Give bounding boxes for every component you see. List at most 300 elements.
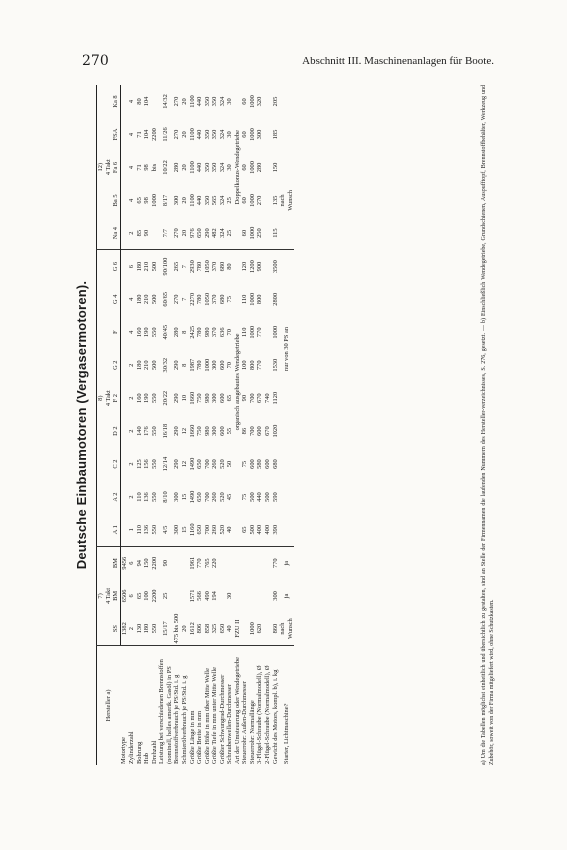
table-cell: 190 (143, 327, 151, 338)
table-cell: 130 (135, 623, 143, 634)
table-row (234, 85, 242, 765)
model-header: G 2 (112, 349, 120, 382)
table-cell: 650 (196, 228, 204, 238)
table-cell (256, 579, 264, 612)
table-cell: 500 (248, 524, 256, 535)
table-cell: 765 (204, 546, 212, 579)
table-cell: 270 (256, 195, 264, 206)
table-cell: 1000 (248, 161, 256, 174)
table-cell: 290 (173, 426, 181, 436)
table-cell (120, 349, 128, 382)
table-cell: 1100 (188, 95, 196, 108)
table-cell: 10 (181, 394, 189, 402)
table-cell (120, 151, 128, 184)
table-cell (279, 151, 294, 184)
table-cell: 550 (150, 459, 158, 469)
table-cell: 8 (181, 363, 189, 367)
table-cell (249, 579, 257, 612)
table-cell: 70 (226, 362, 234, 369)
table-cell: 3500 (272, 250, 280, 283)
footnote: a) Um die Tabellen möglichst einheitlich und übersichtlich zu gestalten, sind an Stelle der Firmennamen die laufenden Nummern des Hersteller-verzeichnisses, S. 276, gesetzt. — b) Einschließlich Wendegetriebe, Grundschienen, Auspufftopf, Brennstoffbehälter, Werkzeug und Zubehör, soweit von der Firma mitgeliefert wird, ohne Schutzkasten. (481, 85, 495, 765)
table-cell: 4 (128, 99, 136, 104)
table-cell: 780 (196, 294, 204, 305)
model-header: A 1 (112, 514, 120, 547)
table-cell: 1000 (203, 358, 211, 372)
table-cell: 980 (203, 393, 211, 403)
group-12-takt: 4 Takt (104, 159, 112, 176)
table-cell (264, 316, 272, 349)
table-cell: 2 (128, 429, 136, 433)
table-cell: 2 (128, 363, 136, 367)
table-cell (234, 546, 242, 579)
table-cell: 860 (271, 623, 279, 634)
table-cell: 8 (181, 330, 189, 334)
table-cell: 45 (226, 493, 234, 501)
table-cell (264, 612, 272, 645)
table-cell: 700 (203, 459, 211, 469)
table-cell: 350 (203, 162, 211, 173)
table-cell: 160 (135, 393, 143, 403)
table-cell (120, 217, 128, 250)
table-cell: 30 (226, 131, 234, 138)
table-cell: 1490 (188, 457, 196, 471)
table-cell (151, 217, 159, 250)
table-cell: 1100 (188, 128, 196, 141)
table-cell (264, 118, 272, 151)
page-header (74, 53, 494, 69)
table-cell: 1490 (188, 490, 196, 504)
table-cell: 104 (143, 96, 151, 107)
model-header: F 2 (112, 382, 120, 415)
table-cell: 475 bis 500 (173, 613, 181, 644)
table-cell: 440 (196, 195, 204, 206)
table-cell: 280 (173, 327, 181, 338)
table-cell: 90 (241, 394, 249, 402)
table-cell: 520 (218, 459, 226, 469)
table-cell: 6 (128, 250, 136, 283)
row-label: Schraubenwellen-Durchmesser (226, 645, 234, 765)
table-cell: 490 (203, 591, 211, 601)
table-cell: 12/14 (162, 456, 170, 472)
table-cell (264, 283, 272, 316)
table-cell: 740 (264, 393, 272, 403)
table-row (181, 85, 189, 765)
table-cell: 60 (241, 164, 249, 171)
table-cell: 770 (256, 360, 264, 371)
row-label: Größte Tiefe in mm unter Mitte Welle (211, 645, 219, 765)
table-row (264, 85, 272, 765)
table-cell: 176 (143, 426, 151, 436)
table-cell: bis (150, 163, 158, 172)
table-cell (279, 118, 294, 151)
table-cell: 980 (203, 426, 211, 436)
table-cell: 210 (143, 294, 151, 305)
table-cell: 400 (256, 524, 264, 535)
table-cell: 700 (248, 426, 256, 436)
table-cell: 160 (135, 327, 143, 338)
table-row (241, 85, 249, 765)
table-cell: 565 (211, 195, 219, 206)
model-header: BM (112, 579, 120, 612)
table-cell: 320 (256, 96, 264, 107)
table-cell: 270 (173, 129, 181, 140)
group-8-num: 8) (97, 250, 105, 547)
table-cell: 75 (241, 493, 249, 501)
group-12-num: 12) (97, 85, 105, 250)
table-cell (151, 85, 159, 118)
table-cell: 440 (196, 96, 204, 107)
table-row (173, 85, 181, 765)
table-row (279, 85, 294, 765)
table-cell: 550 (150, 623, 158, 634)
table-cell: 90 (143, 229, 151, 237)
table-cell: 210 (143, 360, 151, 371)
table-cell: 390 (271, 524, 279, 535)
table-cell: 115 (271, 228, 279, 238)
table-cell: 806 (196, 623, 204, 634)
model-header: G 6 (112, 250, 120, 283)
table-cell: 550 (150, 426, 158, 436)
table-cell: 600 (218, 360, 226, 371)
table-cell: 4 (128, 330, 136, 334)
table-cell: 650 (196, 492, 204, 502)
table-cell: 4 (128, 198, 136, 203)
table-cell: 2 (128, 627, 136, 631)
table-cell: 440 (256, 492, 264, 502)
table-cell: 370 (211, 294, 219, 305)
table-cell: 270 (173, 294, 181, 305)
table-cell (264, 85, 272, 118)
table-cell: 4/5 (162, 525, 170, 534)
table-cell: 1571 (188, 589, 196, 603)
table-cell (120, 184, 128, 217)
table-cell: 650 (196, 524, 204, 535)
table-cell: 250 (256, 228, 264, 238)
table-title: Deutsche Einbaumotoren (Vergasermotoren). (74, 280, 89, 570)
table-cell: 1020 (271, 424, 279, 438)
model-header: D 2 (112, 415, 120, 448)
table-cell: 110 (241, 327, 249, 337)
table-row (204, 85, 212, 765)
table-cell: 550 (150, 393, 158, 403)
table-cell: 110 (135, 525, 143, 535)
table-cell: 20 (181, 131, 189, 138)
model-header: BM (112, 546, 120, 579)
table-cell: 350 (203, 129, 211, 140)
table-cell: 110 (241, 294, 249, 304)
table-cell: 858 (203, 623, 211, 634)
engine-table (96, 85, 294, 765)
table-cell: 94 (136, 546, 144, 579)
model-header: Ka 8 (112, 85, 120, 118)
table-cell: 11/26 (162, 127, 170, 142)
table-cell: 71 (135, 164, 143, 171)
row-label: Schmierölverbrauch je PS/Std. i. g (181, 645, 189, 765)
table-cell: 71 (135, 131, 143, 138)
table-cell: 2 (128, 231, 136, 235)
table-cell: 300 (173, 524, 181, 535)
group-7-num: 7) (97, 546, 105, 645)
table-cell: 180 (135, 360, 143, 371)
table-cell (279, 514, 294, 547)
model-header: A 2 (112, 481, 120, 514)
table-cell (120, 382, 128, 415)
table-row (189, 85, 197, 765)
table-cell: 300 (211, 393, 219, 403)
table-cell (256, 546, 264, 579)
table-cell: 60 (241, 197, 249, 204)
row-label: Gewicht des Motors, kompl. b), i. kg (272, 645, 280, 765)
table-cell: 324 (218, 228, 226, 238)
table-cell: 290 (173, 459, 181, 469)
table-cell: 300 (173, 195, 181, 206)
table-cell: 185 (271, 129, 279, 140)
table-cell: 100 (143, 591, 151, 601)
table-cell: 500 (150, 294, 158, 305)
table-cell (120, 118, 128, 151)
table-row (211, 85, 219, 765)
table-cell (279, 448, 294, 481)
table-cell: 1000 (248, 95, 256, 108)
table-cell: 600 (248, 459, 256, 469)
table-cell: 7 (181, 250, 189, 283)
table-cell: 100 (241, 360, 249, 371)
table-cell (241, 612, 249, 645)
table-cell: 20 (181, 229, 189, 237)
table-cell: 65 (135, 592, 143, 600)
table-cell: 1382 (120, 622, 128, 636)
table-cell: 300 (271, 591, 279, 601)
model-header: Na 4 (112, 217, 120, 250)
table-cell: 6 (128, 546, 136, 579)
table-cell: 520 (218, 524, 226, 535)
table-cell (279, 217, 294, 250)
table-cell: 125 (135, 459, 143, 469)
table-cell: 750 (196, 393, 204, 403)
table-cell: 4 (128, 132, 136, 137)
table-cell: 265 (173, 250, 181, 283)
table-cell: 12 (181, 427, 189, 435)
group-8-takt: 4 Takt (105, 250, 113, 547)
table-cell: 2200 (151, 546, 159, 579)
table-cell: 300 (173, 492, 181, 502)
table-cell (264, 151, 272, 184)
table-cell: 30 (226, 592, 234, 600)
row-label: Starter, Lichtmaschine? (279, 645, 294, 765)
table-cell: 65 (241, 526, 249, 533)
table-cell: 500 (264, 492, 272, 502)
table-cell: 60 (241, 229, 249, 237)
table-cell: 636 (218, 327, 226, 338)
rotated-table-area (74, 85, 524, 765)
table-cell: 670 (256, 393, 264, 403)
table-cell: 750 (196, 426, 204, 436)
table-cell: 980 (203, 327, 211, 338)
table-cell: 120 (241, 250, 249, 283)
table-cell: 976 (188, 228, 196, 238)
table-cell: 325 (211, 623, 219, 634)
table-cell: 1000 (271, 325, 279, 339)
table-cell: 600 (264, 459, 272, 469)
table-cell: 80 (135, 98, 143, 105)
table-cell: 350 (211, 129, 219, 140)
table-cell: 136 (143, 524, 151, 535)
table-cell: 1530 (271, 358, 279, 372)
table-cell: 60 (241, 131, 249, 138)
table-cell: 70 (226, 329, 234, 336)
table-cell: 300 (211, 426, 219, 436)
page-number: 270 (82, 53, 109, 69)
model-header: Ba 5 (112, 184, 120, 217)
table-cell: 770 (196, 546, 204, 579)
header-row-groups (97, 85, 105, 765)
table-row (249, 85, 257, 765)
table-cell (181, 579, 189, 612)
table-cell: 290 (203, 228, 211, 238)
table-cell: 15 (181, 526, 189, 533)
table-cell (120, 448, 128, 481)
table-cell: 2 (128, 396, 136, 400)
row-label: Steuerrohr: Normallänge (249, 645, 257, 765)
table-cell: 440 (196, 129, 204, 140)
table-cell: 400 (264, 524, 272, 535)
table-cell: 16/18 (162, 423, 170, 439)
row-label: Größter Schwungrad-Durchmesser (219, 645, 227, 765)
table-cell: 25 (162, 592, 170, 600)
model-header: F (112, 316, 120, 349)
table-cell (241, 546, 249, 579)
table-cell: 20 (181, 197, 189, 204)
table-cell: 1660 (188, 391, 196, 405)
table-cell: 140 (135, 426, 143, 436)
table-cell: 1100 (188, 161, 196, 174)
table-cell: 1000 (248, 325, 256, 339)
table-cell: 350 (203, 195, 211, 206)
table-cell: 1612 (188, 622, 196, 636)
table-cell: 150 (271, 162, 279, 173)
table-cell: 220 (211, 546, 219, 579)
table-cell: 20 (181, 625, 189, 632)
model-header: SS (112, 612, 120, 645)
table-cell: 1050 (203, 292, 211, 306)
table-cell: 2270 (188, 292, 196, 306)
table-cell: 2200 (150, 128, 158, 141)
table-cell: 1100 (188, 194, 196, 207)
table-cell: 300 (211, 360, 219, 371)
table-cell: 6 (128, 594, 136, 598)
table-row (128, 85, 136, 765)
table-cell: 55 (226, 427, 234, 435)
table-cell: 4 (128, 297, 136, 301)
table-row (143, 85, 151, 765)
table-cell: 65 (135, 197, 143, 204)
table-cell: nach Wunsch (279, 190, 294, 211)
table-cell: FZU II (233, 619, 241, 638)
table-cell (264, 349, 272, 382)
table-cell: 1 (128, 528, 136, 532)
table-cell: 180 (143, 623, 151, 634)
table-cell: 482 (211, 228, 219, 238)
table-cell: 780 (196, 327, 204, 338)
table-cell (120, 415, 128, 448)
table-cell: 500 (248, 492, 256, 502)
table-cell: 25 (226, 229, 234, 237)
table-cell: 566 (196, 591, 204, 601)
table-cell: 680 (218, 294, 226, 305)
row-label: Drehzahl (151, 645, 159, 765)
table-cell (120, 250, 128, 283)
group-7-takt: 4 Takt (105, 546, 113, 645)
table-cell: 700 (203, 492, 211, 502)
table-cell (120, 514, 128, 547)
table-cell: 500 (151, 250, 159, 283)
table-cell: 180 (136, 250, 144, 283)
table-cell: 25 (226, 197, 234, 204)
model-header: FSA (112, 118, 120, 151)
table-cell: 30/32 (162, 357, 170, 373)
table-cell: 12 (181, 460, 189, 468)
table-cell: 104 (143, 129, 151, 140)
table-cell: 30 (226, 164, 234, 171)
table-cell: 324 (218, 162, 226, 173)
table-cell: 10/22 (162, 160, 170, 175)
table-cell: 680 (271, 459, 279, 469)
model-header: G 4 (112, 283, 120, 316)
table-cell: 700 (203, 524, 211, 535)
table-cell: 7 (181, 297, 189, 301)
row-label: Steuerrohr: Außen-Durchmesser (241, 645, 249, 765)
table-cell: 350 (203, 96, 211, 107)
table-cell: 90/100 (158, 250, 173, 283)
table-cell: 60 (241, 98, 249, 105)
table-cell: 370 (211, 250, 219, 283)
table-cell: 700 (248, 393, 256, 403)
table-cell: 9456 (120, 546, 128, 579)
table-cell (173, 579, 181, 612)
table-cell: ja (279, 546, 294, 579)
table-cell: 600 (218, 426, 226, 436)
table-cell: 260 (211, 524, 219, 535)
table-cell: 1160 (188, 523, 196, 536)
table-cell (279, 481, 294, 514)
table-cell (264, 546, 272, 579)
table-cell: 86 (241, 427, 249, 435)
table-cell: 4 (128, 165, 136, 170)
table-cell: 350 (211, 162, 219, 173)
table-cell: 80 (226, 250, 234, 283)
table-cell: 1050 (204, 250, 212, 283)
table-row (256, 85, 264, 765)
table-cell: 324 (218, 129, 226, 140)
table-cell: 1000 (248, 128, 256, 141)
table-cell: 1200 (249, 250, 257, 283)
table-cell: 600 (218, 393, 226, 403)
table-cell: 50 (226, 460, 234, 468)
table-cell: 780 (196, 360, 204, 371)
table-cell: 800 (256, 294, 264, 305)
table-cell: organisch ausgebautes Wendegetriebe (234, 250, 242, 514)
table-cell: 14/32 (162, 94, 170, 109)
table-row (272, 85, 280, 765)
table-cell (226, 546, 234, 579)
table-cell: 580 (256, 459, 264, 469)
table-cell: 8/10 (162, 491, 170, 503)
table-cell: 30 (226, 98, 234, 105)
table-cell: 2 (128, 495, 136, 499)
table-cell (120, 316, 128, 349)
table-cell: nur von 30 PS an (279, 250, 294, 448)
table-row (120, 85, 128, 765)
